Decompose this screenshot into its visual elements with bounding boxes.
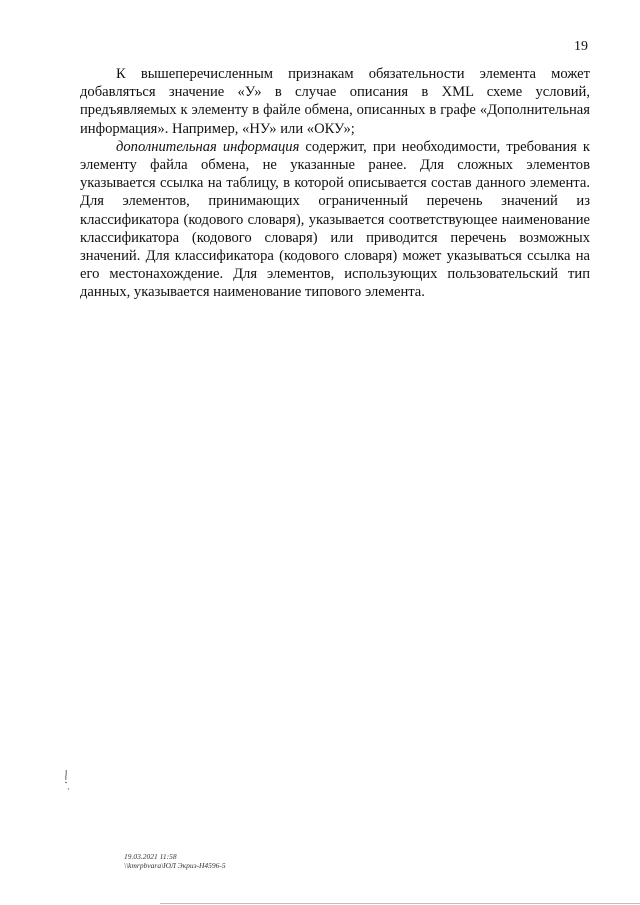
margin-pen-mark — [62, 768, 76, 794]
footer-file-path: \\kmrpbvara\ЮЛ Экриз-Н4596-5 — [124, 861, 226, 870]
page-number: 19 — [574, 39, 588, 54]
paragraph-text: К вышеперечисленным признакам обязательности элемента может добавляться значение «У» в случае описания в XML схеме условий, предъявляемых к элементу в файле обмена, описанных в графе «Дополнительная информация». Например, «НУ» или «ОКУ»; — [80, 66, 590, 137]
document-body — [80, 65, 590, 302]
term-additional-info: дополнительная информация — [116, 138, 300, 155]
footer-timestamp: 19.03.2021 11:58 — [124, 852, 177, 861]
footer-stamp — [124, 852, 226, 870]
paragraph-text: содержит, при необходимости, требования к элементу файла обмена, не указанные ранее. Для сложных элементов указывается ссылка на таблицу, в которой описывается состав данного элемента. Для элементов, принимающих ограниченный перечень значений из классификатора (кодового словаря), указывается соответствующее наименование классификатора (кодового словаря) или приводится перечень возможных значений. Для классификатора (кодового словаря) может указываться ссылка на его местонахождение. Для элементов, использующих пользовательский тип данных, указывается наименование типового элемента. — [80, 138, 591, 301]
paragraph-obligation-conditions — [80, 65, 590, 138]
scan-edge-line — [160, 903, 640, 904]
paragraph-additional-info — [80, 138, 590, 302]
